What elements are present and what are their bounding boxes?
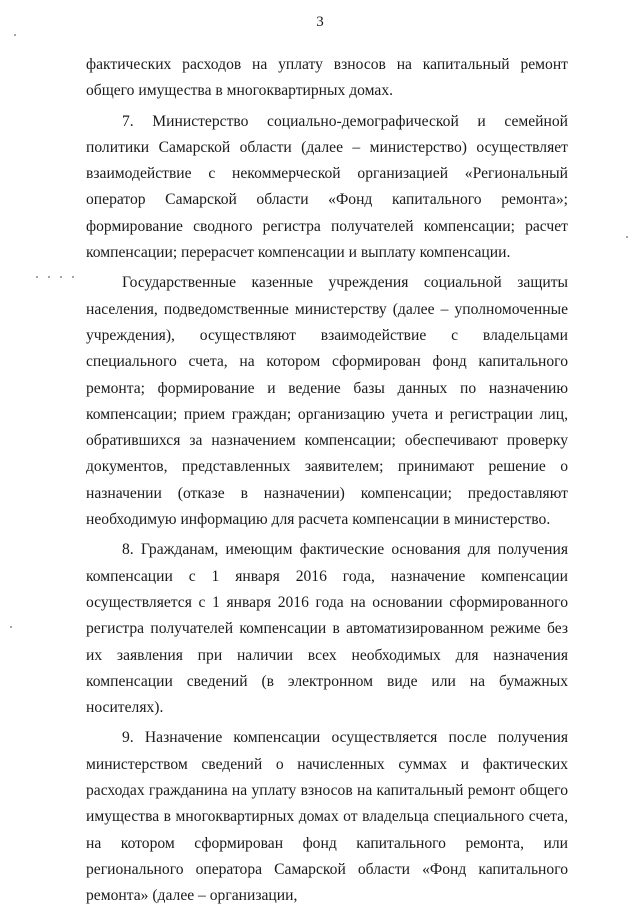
scan-artifact [14,34,16,36]
page-number: 3 [316,14,324,30]
scan-artifact [48,276,50,278]
scan-artifact [72,276,74,278]
scan-artifact [60,276,62,278]
paragraph-8: 8. Гражданам, имеющим фактические основания для получения компенсации с 1 января 2016 года, назначение компенсации осуществляется с 1 января 2016 года на основании сформированного регистра получателей компенсации в автоматизированном режиме без их заявления при наличии всех необходимых для назначения компенсации сведений (в электронном виде или на бумажных носителях). [86,541,568,717]
paragraph-9: 9. Назначение компенсации осуществляется после получения министерством сведений о начисленных суммах и фактических расходах гражданина на уплату взносов на капитальный ремонт общего имущества в многоквартирных домах от владельца специального счета, на котором сформирован фонд капитального ремонта, или регионального оператора Самарской области «Фонд капитального ремонта» (далее – организации, [86,729,568,905]
paragraph-7-continued: Государственные казенные учреждения социальной защиты населения, подведомственные министерству (далее – уполномоченные учреждения), осуществляют взаимодействие с владельцами специального счета, на котором сформирован фонд капитального ремонта; формирование и ведение базы данных по назначению компенсации; прием граждан; организацию учета и регистрации лиц, обратившихся за назначением компенсации; обеспечивают проверку документов, представленных заявителем; принимают решение о назначении (отказе в назначении) компенсации; предоставляют необходимую информацию для расчета компенсации в министерство. [86,274,568,529]
body-text [86,52,568,910]
scan-artifact [10,626,12,628]
scan-artifact [36,276,38,278]
paragraph-continuation: фактических расходов на уплату взносов на капитальный ремонт общего имущества в многоквартирных домах. [86,56,568,100]
scan-artifact [626,236,628,238]
paragraph-7: 7. Министерство социально-демографической и семейной политики Самарской области (далее – министерство) осуществляет взаимодействие с некоммерческой организацией «Региональный оператор Самарской области «Фонд капитального ремонта»; формирование сводного регистра получателей компенсации; расчет компенсации; перерасчет компенсации и выплату компенсации. [86,112,568,262]
